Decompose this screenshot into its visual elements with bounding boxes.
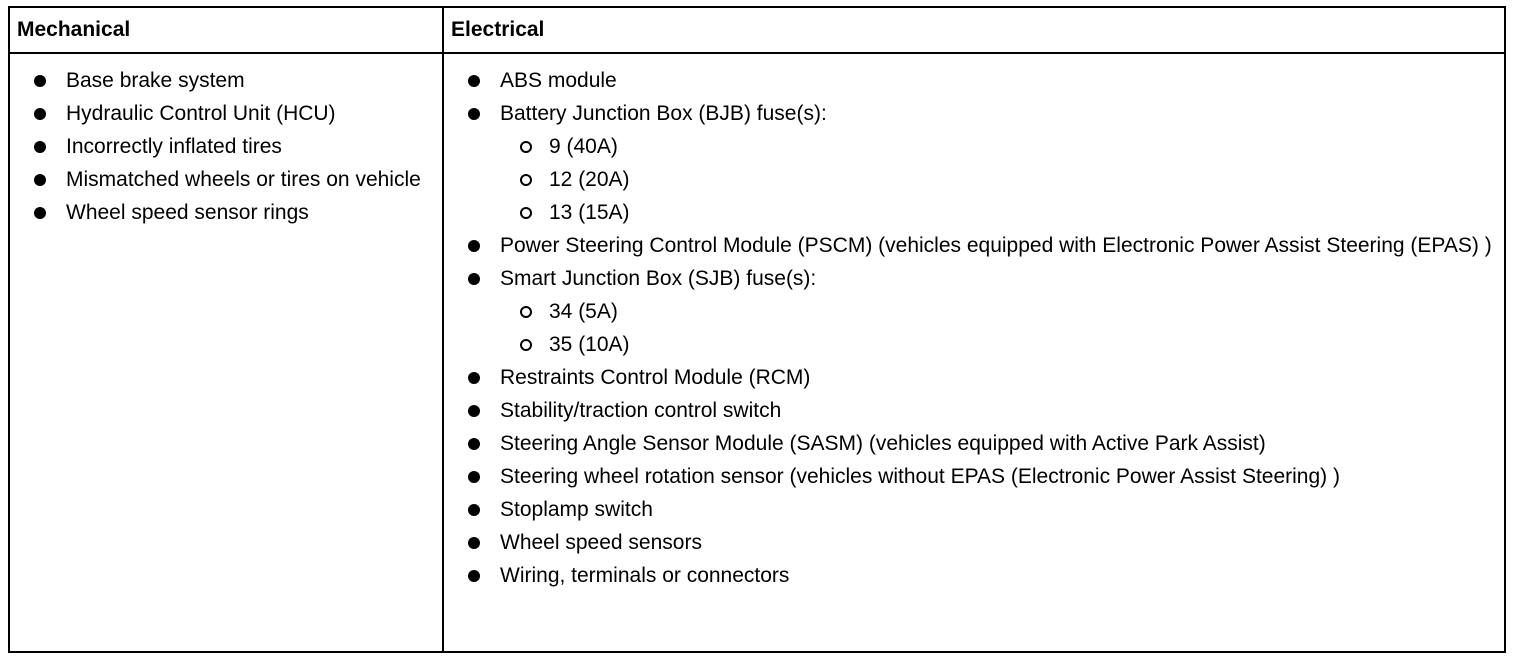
- bullet-icon: [468, 108, 480, 120]
- sub-list-item: [500, 297, 1504, 327]
- list-item: [444, 363, 1504, 393]
- sub-list-item-text: 9 (40A): [549, 135, 618, 158]
- sub-list: [500, 297, 1504, 360]
- sub-list: [500, 132, 1504, 228]
- sub-list-item-text: 34 (5A): [549, 300, 618, 323]
- list-item: [444, 66, 1504, 96]
- list-item: [444, 561, 1504, 591]
- sub-list-item: [500, 132, 1504, 162]
- list-item: [444, 528, 1504, 558]
- list-item-text: Smart Junction Box (SJB) fuse(s):: [500, 267, 817, 290]
- bullet-icon: [468, 372, 480, 384]
- list-item-text: Restraints Control Module (RCM): [500, 366, 811, 389]
- list-item: [10, 66, 442, 96]
- list-item-text: Incorrectly inflated tires: [66, 135, 282, 158]
- sub-list-item-text: 35 (10A): [549, 333, 630, 356]
- list-item: [444, 495, 1504, 525]
- circle-bullet-icon: [520, 339, 532, 351]
- mechanical-cell: [10, 54, 444, 651]
- bullet-icon: [468, 537, 480, 549]
- bullet-icon: [468, 405, 480, 417]
- list-item: [444, 462, 1504, 492]
- list-item-text: Wiring, terminals or connectors: [500, 564, 790, 587]
- circle-bullet-icon: [520, 207, 532, 219]
- bullet-icon: [468, 273, 480, 285]
- sub-list-item: [500, 165, 1504, 195]
- list-item-text: Wheel speed sensor rings: [66, 201, 309, 224]
- list-item: [444, 99, 1504, 228]
- bullet-icon: [468, 504, 480, 516]
- list-item: [10, 198, 442, 228]
- bullet-icon: [34, 75, 46, 87]
- header-mechanical: Mechanical: [10, 8, 444, 54]
- diagnostic-table: [8, 6, 1506, 653]
- list-item: [10, 99, 442, 129]
- sub-list-item-text: 12 (20A): [549, 168, 630, 191]
- mechanical-list: [10, 66, 442, 228]
- list-item-text: Hydraulic Control Unit (HCU): [66, 102, 336, 125]
- circle-bullet-icon: [520, 174, 532, 186]
- list-item-text: Base brake system: [66, 69, 245, 92]
- bullet-icon: [468, 240, 480, 252]
- bullet-icon: [468, 570, 480, 582]
- bullet-icon: [468, 471, 480, 483]
- list-item-text: Wheel speed sensors: [500, 531, 702, 554]
- electrical-list: [444, 66, 1504, 591]
- bullet-icon: [34, 207, 46, 219]
- list-item-text: Steering Angle Sensor Module (SASM) (vehicles equipped with Active Park Assist): [500, 432, 1266, 455]
- list-item-text: Stoplamp switch: [500, 498, 653, 521]
- list-item: [444, 396, 1504, 426]
- circle-bullet-icon: [520, 141, 532, 153]
- list-item: [10, 132, 442, 162]
- sub-list-item-text: 13 (15A): [549, 201, 630, 224]
- bullet-icon: [34, 141, 46, 153]
- list-item: [10, 165, 442, 195]
- bullet-icon: [468, 75, 480, 87]
- sub-list-item: [500, 330, 1504, 360]
- list-item-text: ABS module: [500, 69, 617, 92]
- header-electrical: Electrical: [444, 8, 1504, 54]
- list-item-text: Power Steering Control Module (PSCM) (vehicles equipped with Electronic Power Assist Steering (EPAS) ): [500, 234, 1492, 257]
- list-item: [444, 429, 1504, 459]
- bullet-icon: [468, 438, 480, 450]
- circle-bullet-icon: [520, 306, 532, 318]
- list-item-text: Battery Junction Box (BJB) fuse(s):: [500, 102, 827, 125]
- list-item: [444, 264, 1504, 360]
- electrical-cell: [444, 54, 1504, 651]
- bullet-icon: [34, 108, 46, 120]
- list-item: [444, 231, 1504, 261]
- sub-list-item: [500, 198, 1504, 228]
- list-item-text: Steering wheel rotation sensor (vehicles without EPAS (Electronic Power Assist Steering) ): [500, 465, 1340, 488]
- bullet-icon: [34, 174, 46, 186]
- list-item-text: Mismatched wheels or tires on vehicle: [66, 168, 421, 191]
- list-item-text: Stability/traction control switch: [500, 399, 782, 422]
